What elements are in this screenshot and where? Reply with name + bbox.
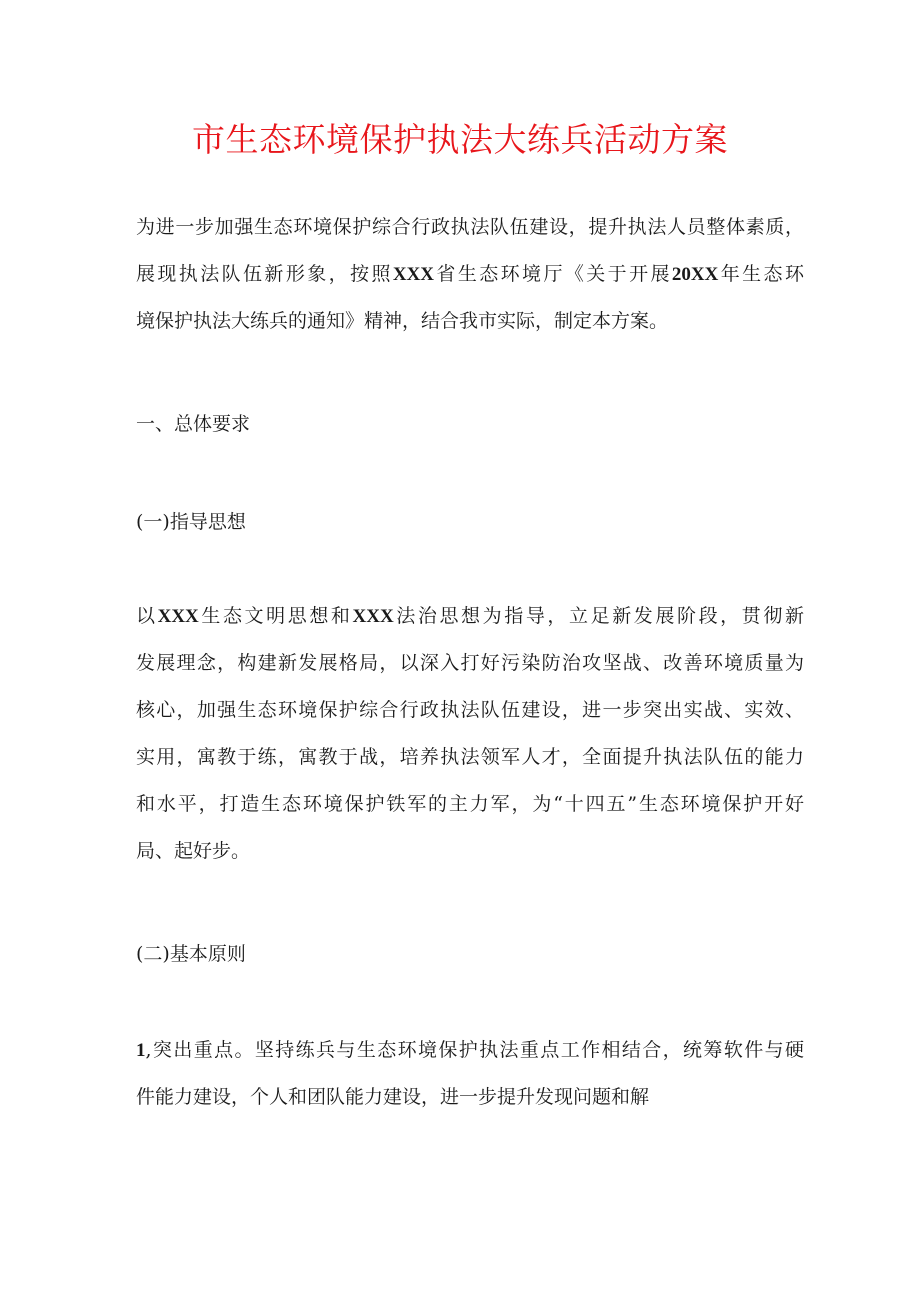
section-heading-overall-requirements: 一、总体要求 [136, 413, 251, 435]
guide-line-2: 发展理念，构建新发展格局，以深入打好污染防治攻坚战、改善环境质量为 [136, 652, 804, 674]
intro-line-2: 展现执法队伍新形象，按照XXX省生态环境厅《关于开展20XX年生态环 [136, 263, 804, 285]
intro-paragraph [136, 204, 804, 345]
intro-line-3: 境保护执法大练兵的通知》精神，结合我市实际，制定本方案。 [136, 310, 669, 332]
guide-line-5: 和水平，打造生态环境保护铁军的主力军，为“十四五”生态环境保护开好 [136, 793, 804, 815]
intro-line-1: 为进一步加强生态环境保护综合行政执法队伍建设，提升执法人员整体素质， [136, 216, 804, 238]
guide-line-3: 核心，加强生态环境保护综合行政执法队伍建设，进一步突出实战、实效、 [136, 699, 804, 721]
document-title: 市生态环境保护执法大练兵活动方案 [192, 120, 728, 159]
guide-line-1: 以XXX生态文明思想和XXX法治思想为指导，立足新发展阶段，贯彻新 [136, 605, 804, 627]
guide-line-4: 实用，寓教于练，寓教于战，培养执法领军人才，全面提升执法队伍的能力 [136, 746, 804, 768]
guiding-ideology-paragraph [136, 593, 804, 875]
subsection-heading-guiding-ideology: (一)指导思想 [136, 511, 246, 533]
principle-1-paragraph [136, 1027, 804, 1121]
guide-line-6: 局、起好步。 [136, 840, 251, 862]
principle-1-line-2: 件能力建设，个人和团队能力建设，进一步提升发现问题和解 [136, 1086, 650, 1108]
principle-1-line-1: 1,突出重点。坚持练兵与生态环境保护执法重点工作相结合，统筹软件与硬 [136, 1039, 804, 1061]
subsection-heading-basic-principles: (二)基本原则 [136, 943, 246, 965]
